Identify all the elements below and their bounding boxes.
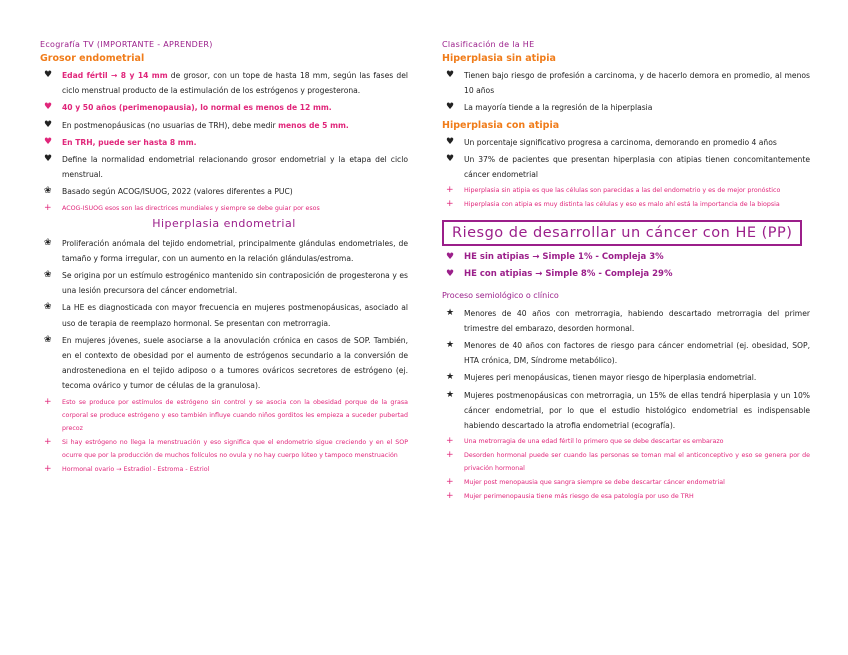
list-item: ❀ Proliferación anómala del tejido endometrial, principalmente glándulas endometriales, de tamaño y forma irregular, con un aumento en la relación glándulas/estroma. xyxy=(44,237,408,263)
note-item: + Una metrorragia de una edad fértil lo primero que se debe descartar es embarazo xyxy=(446,436,724,447)
hiperplasia-title: Hiperplasia endometrial xyxy=(152,216,296,230)
list-item: ♥ En postmenopáusicas (no usuarias de TRH), debe medir menos de 5 mm. xyxy=(40,118,408,133)
heart-icon: ♥ xyxy=(44,119,53,130)
list-item: ♥ 40 y 50 años (perimenopausia), lo normal es menos de 12 mm. xyxy=(40,100,408,115)
list-item: ♥ HE sin atipias → Simple 1% - Compleja 3% xyxy=(442,250,810,265)
note-item: + Hiperplasia con atipia es muy distinta las células y eso es malo ahí está la importancia de la biopsia xyxy=(446,199,780,210)
list-item: ★ Menores de 40 años con factores de riesgo para cáncer endometrial (ej. obesidad, SOP, HTA crónica, DM, Síndrome metabólico). xyxy=(446,340,810,366)
star-icon: ★ xyxy=(446,340,455,351)
plus-icon: + xyxy=(446,491,454,502)
proceso-title: Proceso semiológico o clínico xyxy=(442,290,559,300)
plus-icon: + xyxy=(446,185,454,196)
star-icon: ★ xyxy=(446,389,455,400)
star-icon: ★ xyxy=(446,372,455,383)
list-item: ♥ Un 37% de pacientes que presentan hiperplasia con atipias tienen concomitantemente cáncer endometrial xyxy=(446,153,810,180)
list-item: ♥ Tienen bajo riesgo de profesión a carcinoma, y de hacerlo demora en promedio, al menos 10 años xyxy=(446,70,810,96)
heart-icon: ♥ xyxy=(44,136,53,147)
sin-atipia-list xyxy=(442,68,810,116)
heart-icon: ♥ xyxy=(44,102,53,113)
plus-icon: + xyxy=(446,436,454,447)
list-item: ♥ Un porcentaje significativo progresa a carcinoma, demorando en promedio 4 años xyxy=(442,135,810,150)
note-item: + Mujer post menopausia que sangra siempre se debe descartar cáncer endometrial xyxy=(446,477,725,488)
plus-icon: + xyxy=(446,199,454,210)
note-item: + Si hay estrógeno no llega la menstruación y eso significa que el endometrio sigue creciendo y en el SOP ocurre que por la producción de muchos folículos no ovula y no hay cuerpo lúteo y tampoco menstruación xyxy=(44,436,408,459)
list-item: ♥ Define la normalidad endometrial relacionando grosor endometrial y la etapa del ciclo menstrual. xyxy=(44,154,408,180)
note-item: + Esto se produce por estímulos de estrógeno sin control y se asocia con la obesidad porque de la grasa corporal se produce estrógeno y eso también influye cuando niños gorditos les empieza a suceder pubertad precoz xyxy=(44,396,408,432)
riesgo-title-box: Riesgo de desarrollar un cáncer con HE (PP) xyxy=(442,220,802,246)
flower-icon: ❀ xyxy=(44,334,52,345)
heart-icon: ♥ xyxy=(446,70,455,80)
list-item: ♥ La mayoría tiende a la regresión de la hiperplasia xyxy=(442,100,810,115)
clasificacion-label: Clasificación de la HE xyxy=(442,40,535,49)
list-item: ♥ En TRH, puede ser hasta 8 mm. xyxy=(40,135,408,150)
list-item: ♥ HE con atipias → Simple 8% - Compleja 29% xyxy=(442,267,810,282)
heart-icon: ♥ xyxy=(44,70,53,80)
plus-icon: + xyxy=(446,450,454,461)
list-item: ★ Mujeres peri menopáusicas, tienen mayor riesgo de hiperplasia endometrial. xyxy=(442,370,810,385)
list-item: ❀ Basado según ACOG/ISUOG, 2022 (valores diferentes a PUC) xyxy=(40,184,408,199)
list-item: ❀ La HE es diagnosticada con mayor frecuencia en mujeres postmenopáusicas, asociado al uso de terapia de reemplazo hormonal. Se presentan con metrorragia. xyxy=(44,302,408,328)
ecografia-label: Ecografía TV (IMPORTANTE - APRENDER) xyxy=(40,40,213,49)
note-item: + Mujer perimenopausia tiene más riesgo de esa patología por uso de TRH xyxy=(446,491,694,502)
heart-icon: ♥ xyxy=(446,269,455,280)
flower-icon: ❀ xyxy=(44,186,52,197)
plus-icon: + xyxy=(44,202,52,213)
heart-icon: ♥ xyxy=(446,153,455,164)
sin-atipia-title: Hiperplasia sin atipia xyxy=(442,53,556,64)
note-item: + Hormonal ovario → Estradiol - Estroma - Estriol xyxy=(44,463,210,474)
grosor-title: Grosor endometrial xyxy=(40,53,145,64)
list-item: ★ Mujeres postmenopáusicas con metrorragia, un 15% de ellas tendrá hiperplasia y un 10% cáncer endometrial, por lo que el estudio histológico endometrial es indispensable habiendo descartado la atrofia endometrial (ecografía). xyxy=(446,389,810,431)
list-item: ♥ Edad fértil → 8 y 14 mm de grosor, con un tope de hasta 18 mm, según las fases del ciclo menstrual producto de la estimulación de los estrógenos y progesterona. xyxy=(44,70,409,96)
star-icon: ★ xyxy=(446,307,455,318)
list-item: ❀ En mujeres jóvenes, suele asociarse a la anovulación crónica en casos de SOP. También, en el contexto de obesidad por el aumento de estrógenos secundario a la conversión de androstenediona en el tejido adiposo o a tumores ováricos secretores de estrógeno (ej. tecoma ovárico y tumor de células de la granulosa). xyxy=(44,334,408,391)
riesgo-list xyxy=(442,250,810,282)
hiperplasia-list xyxy=(40,236,408,476)
note-item: + ACOG-ISUOG esos son las directrices mundiales y siempre se debe guiar por esos xyxy=(44,202,320,213)
flower-icon: ❀ xyxy=(44,237,52,248)
list-item: ❀ Se origina por un estímulo estrogénico mantenido sin contraposición de progesterona y es una lesión precursora del cáncer endometrial. xyxy=(44,270,408,296)
heart-icon: ♥ xyxy=(446,252,455,263)
proceso-list xyxy=(442,306,810,504)
heart-icon: ♥ xyxy=(446,136,455,147)
list-item: ★ Menores de 40 años con metrorragia, habiendo descartado metrorragia del primer trimestre del embarazo, desorden hormonal. xyxy=(446,307,810,333)
plus-icon: + xyxy=(44,463,52,474)
con-atipia-list xyxy=(442,135,810,212)
note-item: + Desorden hormonal puede ser cuando las personas se toman mal el anticonceptivo y eso se genera por de privación hormonal xyxy=(446,450,810,473)
note-item: + Hiperplasia sin atipia es que las células son parecidas a las del endometrio y es de mejor pronóstico xyxy=(446,185,781,196)
left-column xyxy=(40,40,408,477)
right-column xyxy=(442,40,810,504)
con-atipia-title: Hiperplasia con atipia xyxy=(442,119,560,131)
plus-icon: + xyxy=(44,396,52,407)
heart-icon: ♥ xyxy=(44,154,53,165)
plus-icon: + xyxy=(44,436,52,447)
flower-icon: ❀ xyxy=(44,270,52,281)
grosor-list xyxy=(40,68,408,215)
heart-icon: ♥ xyxy=(446,102,455,113)
plus-icon: + xyxy=(446,477,454,488)
flower-icon: ❀ xyxy=(44,302,52,313)
